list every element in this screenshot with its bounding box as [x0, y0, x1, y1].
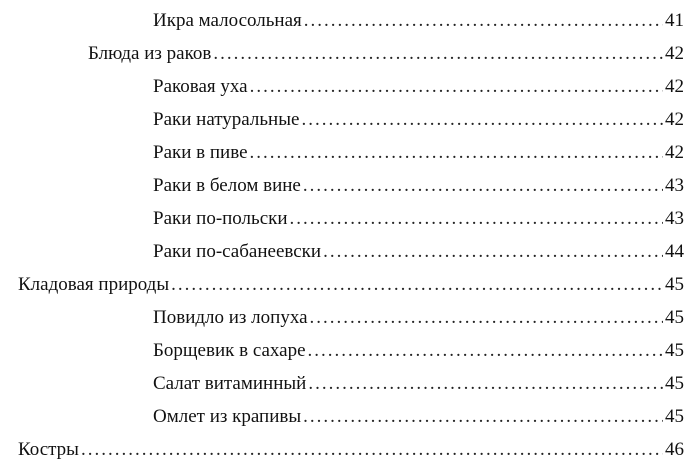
toc-entry-title: Повидло из лопуха: [153, 307, 308, 328]
toc-entry: [153, 204, 684, 234]
toc-entry-title: Раки натуральные: [153, 109, 300, 130]
toc-leader-dots: [250, 72, 663, 102]
toc-entry: [18, 270, 684, 300]
toc-entry-page: 45: [665, 373, 684, 394]
toc-entry: [153, 138, 684, 168]
toc-entry-title: Салат витаминный: [153, 373, 307, 394]
toc-entry-page: 45: [665, 340, 684, 361]
toc-leader-dots: [308, 369, 663, 399]
toc-entry-title: Блюда из раков: [88, 43, 212, 64]
toc-leader-dots: [301, 105, 663, 135]
toc-leader-dots: [308, 336, 663, 366]
toc-entry: [153, 171, 684, 201]
toc-entry-page: 45: [665, 406, 684, 427]
toc-leader-dots: [310, 303, 663, 333]
toc-entry: [153, 6, 684, 36]
toc-leader-dots: [213, 39, 663, 69]
toc-entry-page: 42: [665, 76, 684, 97]
toc-entry-title: Раки по-польски: [153, 208, 288, 229]
toc-entry-title: Раки в белом вине: [153, 175, 301, 196]
toc-entry: [153, 237, 684, 267]
toc-entry-title: Раки в пиве: [153, 142, 248, 163]
toc-leader-dots: [171, 270, 663, 300]
toc-entry: [153, 303, 684, 333]
toc-entry-title: Костры: [18, 439, 79, 460]
toc-entry-page: 42: [665, 43, 684, 64]
toc-entry-page: 42: [665, 142, 684, 163]
toc-entry: [153, 105, 684, 135]
toc-entry-page: 46: [665, 439, 684, 460]
toc-entry-title: Раки по-сабанеевски: [153, 241, 322, 262]
toc-entry-title: Борщевик в сахаре: [153, 340, 306, 361]
toc-leader-dots: [323, 237, 663, 267]
toc-entry-title: Кладовая природы: [18, 274, 170, 295]
toc-entry-page: 43: [665, 208, 684, 229]
toc-entry: [18, 435, 684, 465]
toc-entry-page: 43: [665, 175, 684, 196]
toc-leader-dots: [81, 435, 663, 465]
toc-entry-title: Икра малосольная: [153, 10, 302, 31]
toc-entry-page: 45: [665, 307, 684, 328]
toc-entry-page: 45: [665, 274, 684, 295]
toc-entry-title: Раковая уха: [153, 76, 248, 97]
toc-entry-title: Омлет из крапивы: [153, 406, 302, 427]
toc-entry: [88, 39, 684, 69]
toc-leader-dots: [303, 171, 663, 201]
toc-entry: [153, 336, 684, 366]
toc-entry: [153, 402, 684, 432]
toc-entry: [153, 369, 684, 399]
toc-leader-dots: [303, 402, 663, 432]
toc-entry-page: 42: [665, 109, 684, 130]
toc-leader-dots: [250, 138, 664, 168]
toc-entry-page: 41: [665, 10, 684, 31]
toc-leader-dots: [304, 6, 663, 36]
toc-leader-dots: [290, 204, 663, 234]
toc-entry-page: 44: [665, 241, 684, 262]
toc-entry: [153, 72, 684, 102]
